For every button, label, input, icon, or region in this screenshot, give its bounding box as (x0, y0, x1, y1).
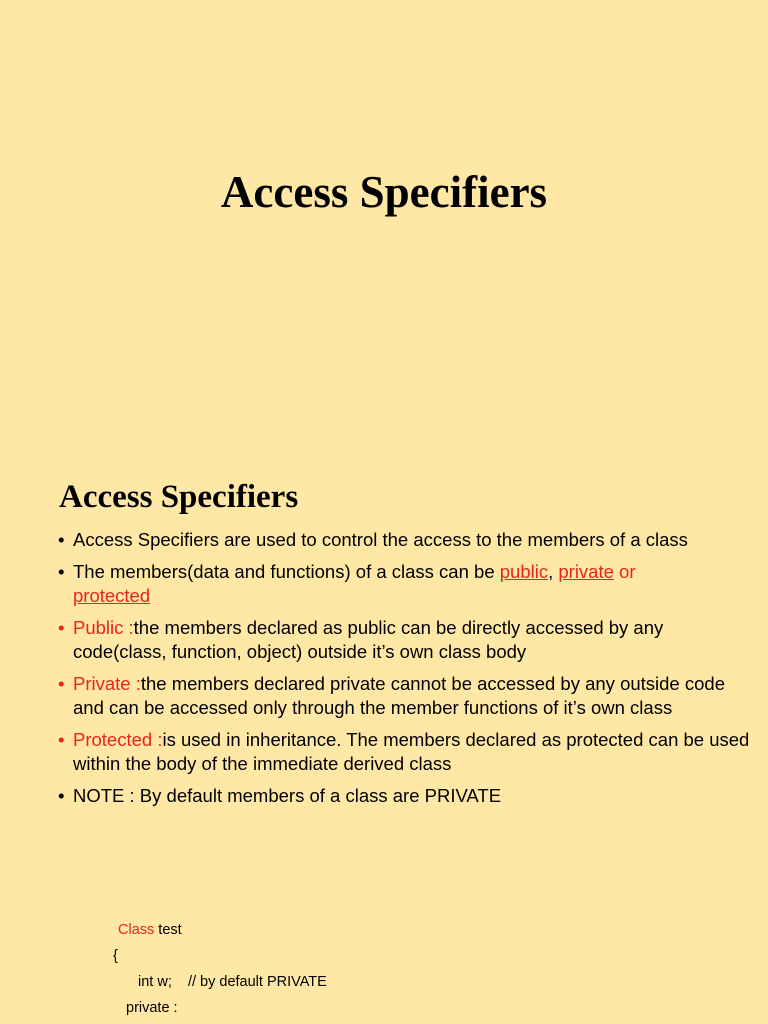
bullet-item (58, 528, 758, 552)
bullet-text: The members(data and functions) of a class can be (73, 561, 500, 582)
label-protected: Protected : (73, 729, 163, 750)
bullet-dot: • (58, 673, 65, 694)
bullet-item (58, 672, 758, 720)
code-line-3: int w; // by default PRIVATE (138, 974, 327, 990)
bullet-text: is used in inheritance. The members declared as protected can be used within the body of the immediate derived class (73, 729, 750, 774)
keyword-protected: protected (73, 585, 151, 606)
code-line-2: { (113, 948, 118, 964)
bullet-dot: • (58, 785, 65, 806)
bullet-item (58, 616, 758, 664)
label-public: Public : (73, 617, 134, 638)
bullet-list (58, 528, 758, 816)
bullet-text: Access Specifiers are used to control the access to the members of a class (73, 529, 688, 550)
code-line-1 (118, 921, 182, 939)
bullet-dot: • (58, 729, 65, 750)
code-class-name: test (154, 922, 182, 938)
section-heading: Access Specifiers (59, 479, 299, 515)
label-private: Private : (73, 673, 141, 694)
bullet-item (58, 728, 758, 776)
bullet-dot: • (58, 561, 65, 582)
bullet-item (58, 784, 758, 808)
keyword-private: private (558, 561, 614, 582)
bullet-dot: • (58, 617, 65, 638)
bullet-text: the members declared as public can be directly accessed by any code(class, function, object) outside it’s own class body (73, 617, 664, 662)
code-line-4: private : (126, 1000, 178, 1016)
slide-title: Access Specifiers (220, 167, 548, 217)
bullet-text-or: or (613, 561, 636, 582)
bullet-text: , (548, 561, 559, 582)
bullet-text: the members declared private cannot be accessed by any outside code and can be accessed only through the member functions of it’s own class (73, 673, 725, 718)
bullet-dot: • (58, 529, 65, 550)
code-keyword-class: Class (118, 922, 155, 938)
keyword-public: public (499, 561, 549, 582)
bullet-text: NOTE : By default members of a class are PRIVATE (73, 785, 502, 806)
bullet-item (58, 560, 758, 608)
